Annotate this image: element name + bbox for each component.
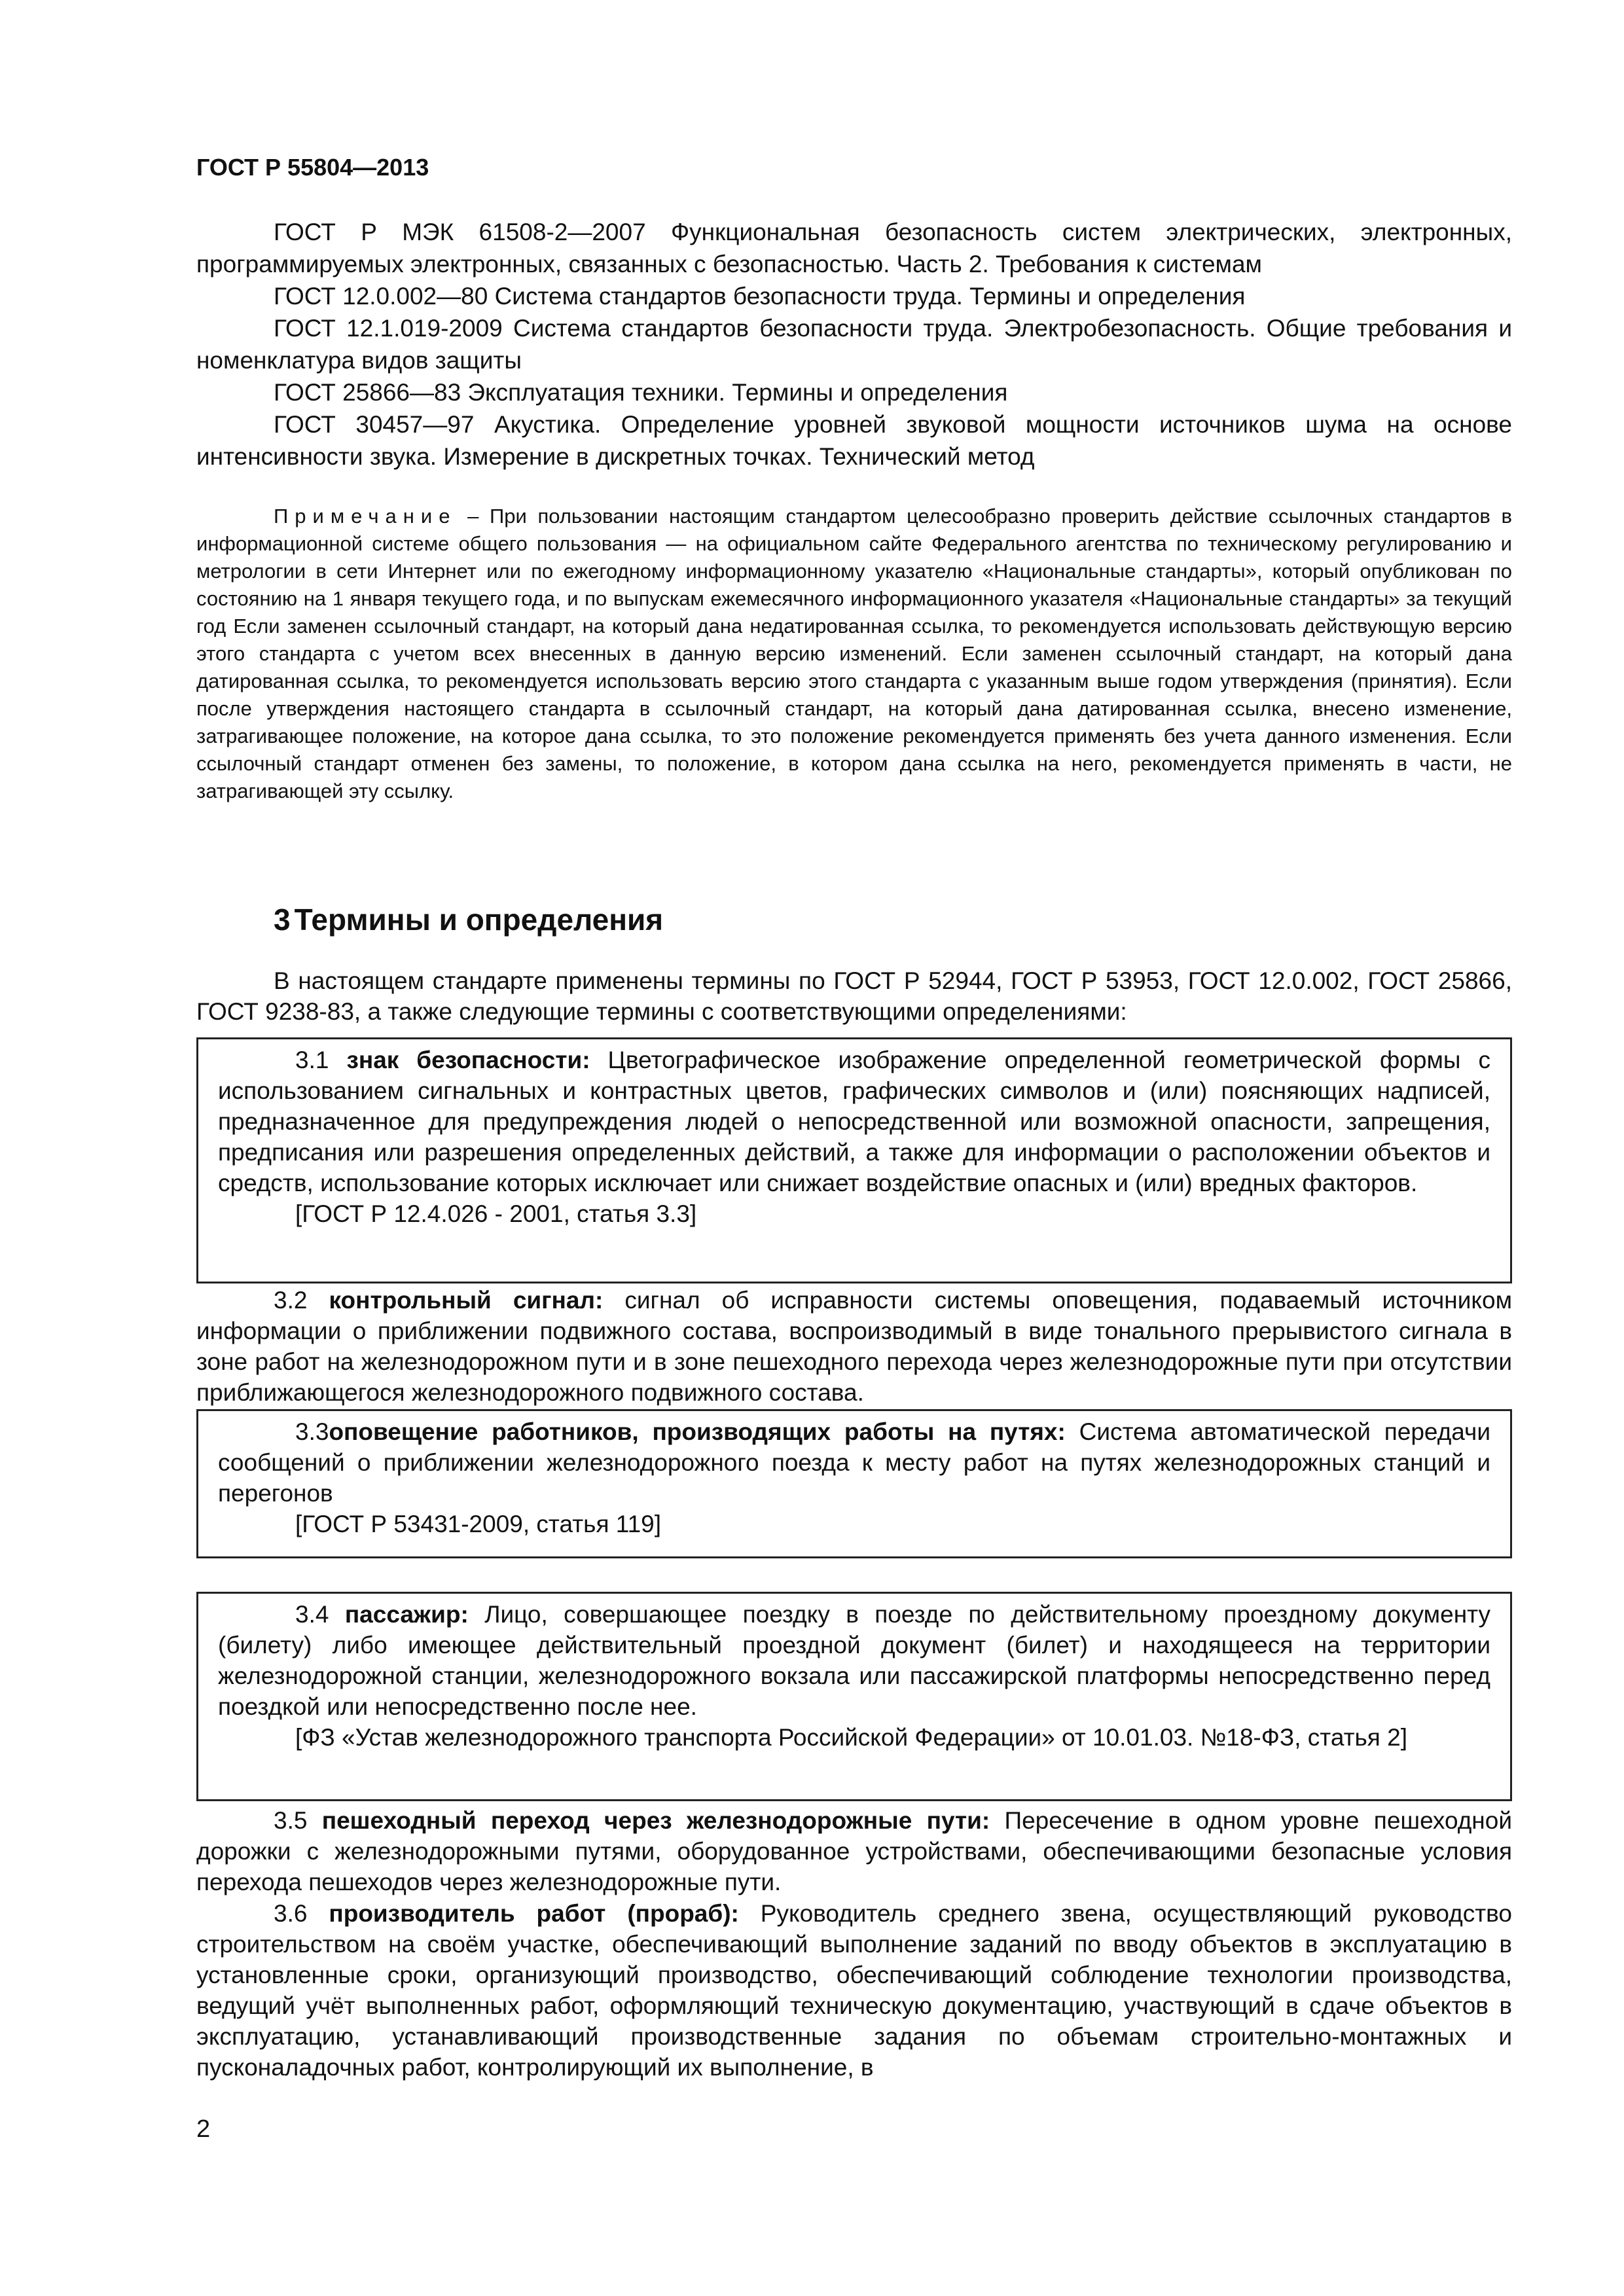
term-3-2 [196, 1285, 1512, 1408]
reference-item: ГОСТ 12.1.019-2009 Система стандартов безопасности труда. Электробезопасность. Общие требования и номенклатура видов защиты [196, 315, 1512, 374]
term-paragraph [196, 1805, 1512, 1897]
term-paragraph [196, 1285, 1512, 1408]
page-number: 2 [196, 2115, 211, 2143]
term-box-3-1 [196, 1037, 1512, 1283]
term-number: 3.3 [295, 1418, 329, 1445]
reference-item: ГОСТ 12.0.002—80 Система стандартов безопасности труда. Термины и определения [274, 283, 1246, 310]
document-page [196, 0, 1512, 2296]
section-number: 3 [274, 903, 291, 937]
section-intro [196, 965, 1512, 1027]
term-name: производитель работ (прораб): [329, 1900, 739, 1927]
term-name: пассажир: [344, 1601, 469, 1628]
term-box-3-4 [196, 1592, 1512, 1801]
term-source: [ГОСТ Р 12.4.026 - 2001, статья 3.3] [295, 1200, 697, 1227]
reference-item: ГОСТ 25866—83 Эксплуатация техники. Термины и определения [274, 379, 1008, 406]
term-paragraph [196, 1898, 1512, 2083]
term-3-5 [196, 1805, 1512, 1897]
note-text: – При пользовании настоящим стандартом целесообразно проверить действие ссылочных стандартов в информационной системе общего пользования — на официальном сайте Федерального агентства по техническому регулированию и метрологии в сети Интернет или по ежегодному информационному указателю «Национальные стандарты», который опубликован по состоянию на 1 января текущего года, и по выпускам ежемесячного информационного указателя «Национальные стандарты» за текущий год Если заменен ссылочный стандарт, на который дана недатированная ссылка, то рекомендуется использовать действующую версию этого стандарта с учетом всех внесенных в данную версию изменений. Если заменен ссылочный стандарт, на который дана датированная ссылка, то рекомендуется использовать версию этого стандарта с указанным выше годом утверждения (принятия). Если после утверждения настоящего стандарта в ссылочный стандарт, на который дана датированная ссылка, внесено изменение, затрагивающее положение, на которое дана ссылка, то это положение рекомендуется применять без учета данного изменения. Если ссылочный стандарт отменен без замены, то положение, в котором дана ссылка на него, рекомендуется применять в части, не затрагивающей эту ссылку. [196, 505, 1512, 802]
note-label: Примечание [274, 505, 457, 528]
term-paragraph [218, 1599, 1490, 1722]
term-name: знак безопасности: [346, 1047, 590, 1073]
section-title-text: Термины и определения [294, 903, 664, 937]
term-number: 3.1 [295, 1047, 347, 1073]
term-3-6 [196, 1898, 1512, 2083]
term-definition: Лицо, совершающее поездку в поезде по действительному проездному документу (билету) либо имеющее действительный проездной документ (билет) и находящееся на территории железнодорожной станции, железнодорожного вокзала или пассажирской платформы непосредственно перед поездкой или непосредственно после нее. [218, 1601, 1490, 1720]
term-number: 3.6 [274, 1900, 329, 1927]
section-heading [274, 902, 667, 937]
document-header: ГОСТ Р 55804—2013 [196, 154, 429, 181]
note-block [196, 503, 1512, 805]
term-number: 3.4 [295, 1601, 345, 1628]
intro-paragraph: В настоящем стандарте применены термины по ГОСТ Р 52944, ГОСТ Р 53953, ГОСТ 12.0.002, ГОСТ 25866, ГОСТ 9238-83, а также следующие термины с соответствующими определениями: [196, 967, 1512, 1025]
term-name: пешеходный переход через железнодорожные пути: [321, 1807, 990, 1834]
term-paragraph [218, 1416, 1490, 1509]
term-definition: Руководитель среднего звена, осуществляющий руководство строительством на своём участке, обеспечивающий выполнение заданий по вводу объектов в эксплуатацию в установленные сроки, организующий производство, обеспечивающий соблюдение технологии производства, ведущий учёт выполненных работ, оформляющий техническую документацию, участвующий в сдаче объектов в эксплуатацию, устанавливающий производственные задания по объемам строительно-монтажных и пусконаладочных работ, контролирующий их выполнение, в [196, 1900, 1512, 2081]
term-source: [ГОСТ Р 53431-2009, статья 119] [295, 1511, 662, 1537]
term-name: оповещение работников, производящих работы на путях: [329, 1418, 1066, 1445]
reference-item: ГОСТ 30457—97 Акустика. Определение уровней звуковой мощности источников шума на основе интенсивности звука. Измерение в дискретных точках. Технический метод [196, 411, 1512, 470]
term-box-3-3 [196, 1409, 1512, 1558]
term-source: [ФЗ «Устав железнодорожного транспорта Российской Федерации» от 10.01.03. №18-ФЗ, статья 2] [295, 1724, 1407, 1751]
term-paragraph [218, 1045, 1490, 1198]
term-definition: Цветографическое изображение определенной геометрической формы с использованием сигнальных и контрастных цветов, графических символов и (или) поясняющих надписей, предназначенное для предупреждения людей о непосредственной или возможной опасности, запрещения, предписания или разрешения определенных действий, а также для информации о расположении объектов и средств, использование которых исключает или снижает воздействие опасных и (или) вредных факторов. [218, 1047, 1490, 1196]
term-definition: Система автоматической передачи сообщений о приближении железнодорожного поезда к месту работ на путях железнодорожных станций и перегонов [218, 1418, 1490, 1507]
normative-references [196, 216, 1512, 473]
term-definition: Пересечение в одном уровне пешеходной дорожки с железнодорожными путями, оборудованное устройствами, обеспечивающими безопасные условия перехода пешеходов через железнодорожные пути. [196, 1807, 1512, 1895]
reference-item: ГОСТ Р МЭК 61508-2—2007 Функциональная безопасность систем электрических, электронных, программируемых электронных, связанных с безопасностью. Часть 2. Требования к системам [196, 219, 1512, 278]
note-paragraph [196, 503, 1512, 805]
term-name: контрольный сигнал: [329, 1287, 604, 1314]
term-definition: сигнал об исправности системы оповещения, подаваемый источником информации о приближении подвижного состава, воспроизводимый в виде тонального прерывистого сигнала в зоне работ на железнодорожном пути и в зоне пешеходного перехода через железнодорожные пути при отсутствии приближающегося железнодорожного подвижного состава. [196, 1287, 1513, 1406]
term-number: 3.5 [274, 1807, 322, 1834]
term-number: 3.2 [274, 1287, 329, 1314]
